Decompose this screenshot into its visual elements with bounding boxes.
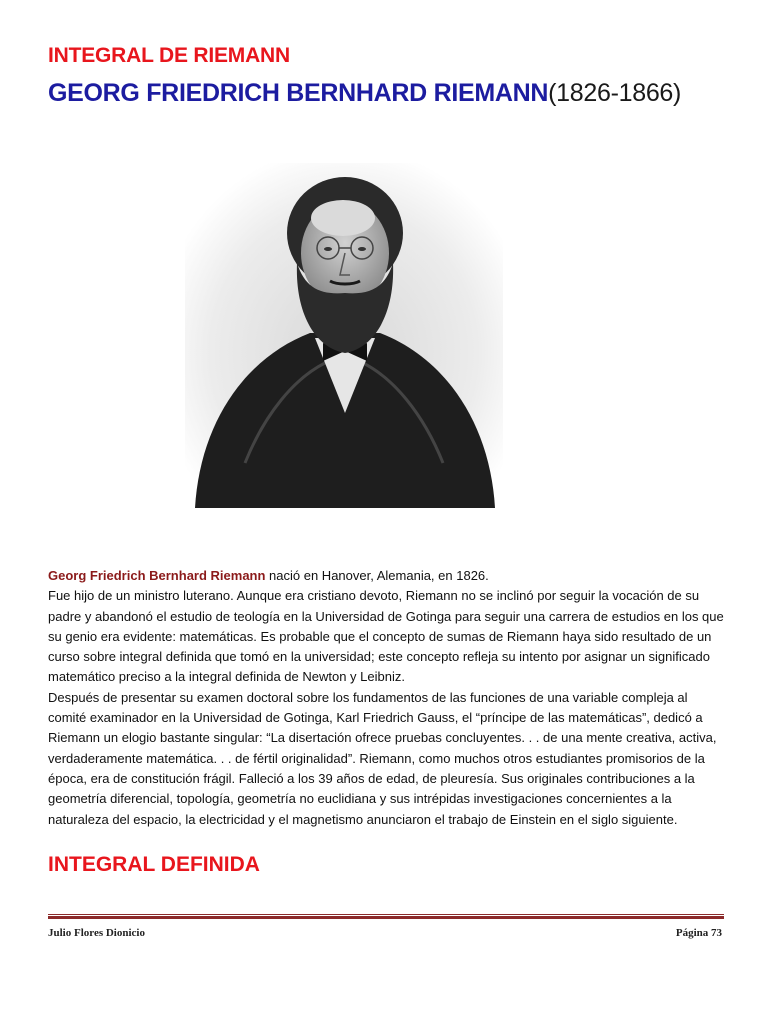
biography-lead-name: Georg Friedrich Bernhard Riemann xyxy=(48,568,266,583)
biography-text xyxy=(48,566,728,830)
page-title: INTEGRAL DE RIEMANN xyxy=(48,44,290,67)
section-title: INTEGRAL DEFINIDA xyxy=(48,853,260,876)
biography-paragraph-2: Después de presentar su examen doctoral sobre los fundamentos de las funciones de una variable compleja al comité examinador en la Universidad de Gotinga, Karl Friedrich Gauss, el “príncipe de las matemáticas”, dedicó a Riemann un elogio bastante singular: “La disertación ofrece pruebas concluyentes. . . de una mente creativa, activa, verdaderamente matemática. . . de fértil originalidad”. Riemann, como muchos otros estudiantes promisorios de la época, era de constitución frágil. Falleció a los 39 años de edad, de pleuresía. Sus originales contribuciones a la geometría diferencial, topología, geometría no euclidiana y sus intrépidas investigaciones concernientes a la naturaleza del espacio, la electricidad y el magnetismo anunciaron el trabajo de Einstein en el siglo siguiente. xyxy=(48,689,717,827)
footer-rule xyxy=(48,914,724,920)
riemann-portrait xyxy=(185,163,503,508)
subtitle xyxy=(48,79,681,108)
footer-author: Julio Flores Dionicio xyxy=(48,927,145,939)
biography-paragraph-1: Fue hijo de un ministro luterano. Aunque era cristiano devoto, Riemann no se inclinó por seguir la vocación de su padre y abandonó el estudio de teología en la Universidad de Gotinga para seguir una carrera de estudios en los que su genio era evidente: matemáticas. Es probable que el concepto de sumas de Riemann haya sido resultado de un curso sobre integral definida que tomó en la universidad; este concepto refleja su intento por asignar un significado matemático preciso a la integral definida de Newton y Leibniz. xyxy=(48,588,724,685)
footer-page-number: Página 73 xyxy=(675,927,722,939)
biography-lead-rest: nació en Hanover, Alemania, en 1826. xyxy=(265,568,489,583)
biography-lead xyxy=(48,566,728,586)
subtitle-years: (1826-1866) xyxy=(548,79,682,107)
subtitle-name: GEORG FRIEDRICH BERNHARD RIEMANN xyxy=(48,79,549,107)
